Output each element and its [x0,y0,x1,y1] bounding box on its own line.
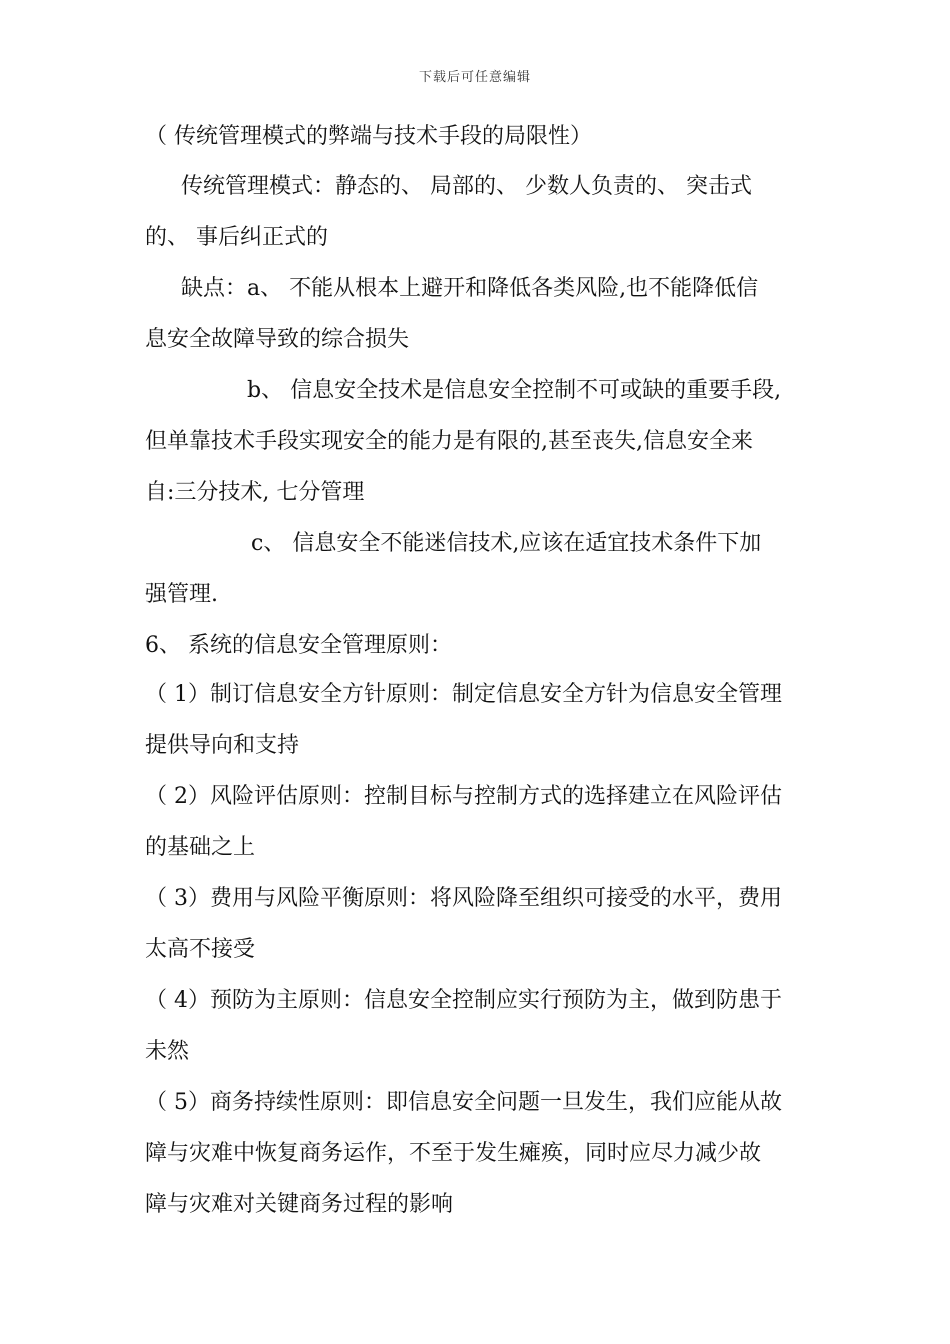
paragraph-line: （ 3）费用与风险平衡原则：将风险降至组织可接受的水平，费用 [145,886,782,911]
paragraph-line: （ 2）风险评估原则：控制目标与控制方式的选择建立在风险评估 [145,784,782,809]
paragraph-line: 的、 事后纠正式的 [145,225,328,250]
paragraph-line: 提供导向和支持 [145,733,300,758]
paragraph-line: 未然 [145,1039,190,1064]
paragraph-line: 障与灾难对关键商务过程的影响 [145,1192,454,1217]
paragraph-line: 太高不接受 [145,937,256,962]
paragraph-line: 但单靠技术手段实现安全的能力是有限的,甚至丧失,信息安全来 [145,429,753,454]
paragraph-line: c、 信息安全不能迷信技术,应该在适宜技术条件下加 [251,531,762,556]
section-heading: 6、 系统的信息安全管理原则： [145,633,452,658]
paragraph-line: （ 1）制订信息安全方针原则：制定信息安全方针为信息安全管理 [145,682,782,707]
paragraph-line: 强管理. [145,582,218,607]
paragraph-line: 传统管理模式：静态的、 局部的、 少数人负责的、 突击式 [181,174,752,199]
paragraph-line: （ 4）预防为主原则：信息安全控制应实行预防为主，做到防患于 [145,988,782,1013]
paragraph-line: （ 5）商务持续性原则：即信息安全问题一旦发生，我们应能从故 [145,1090,782,1115]
paragraph-line: 的基础之上 [145,835,256,860]
paragraph-line: 自:三分技术, 七分管理 [145,480,365,505]
paragraph-line: （ 传统管理模式的弊端与技术手段的局限性） [145,124,592,149]
paragraph-line: 缺点：a、 不能从根本上避开和降低各类风险,也不能降低信 [181,276,759,301]
paragraph-line: 息安全故障导致的综合损失 [145,327,410,352]
page-header: 下载后可任意编辑 [418,70,531,85]
paragraph-line: 障与灾难中恢复商务运作，不至于发生瘫痪，同时应尽力减少故 [145,1141,762,1166]
paragraph-line: b、 信息安全技术是信息安全控制不可或缺的重要手段, [247,378,782,403]
